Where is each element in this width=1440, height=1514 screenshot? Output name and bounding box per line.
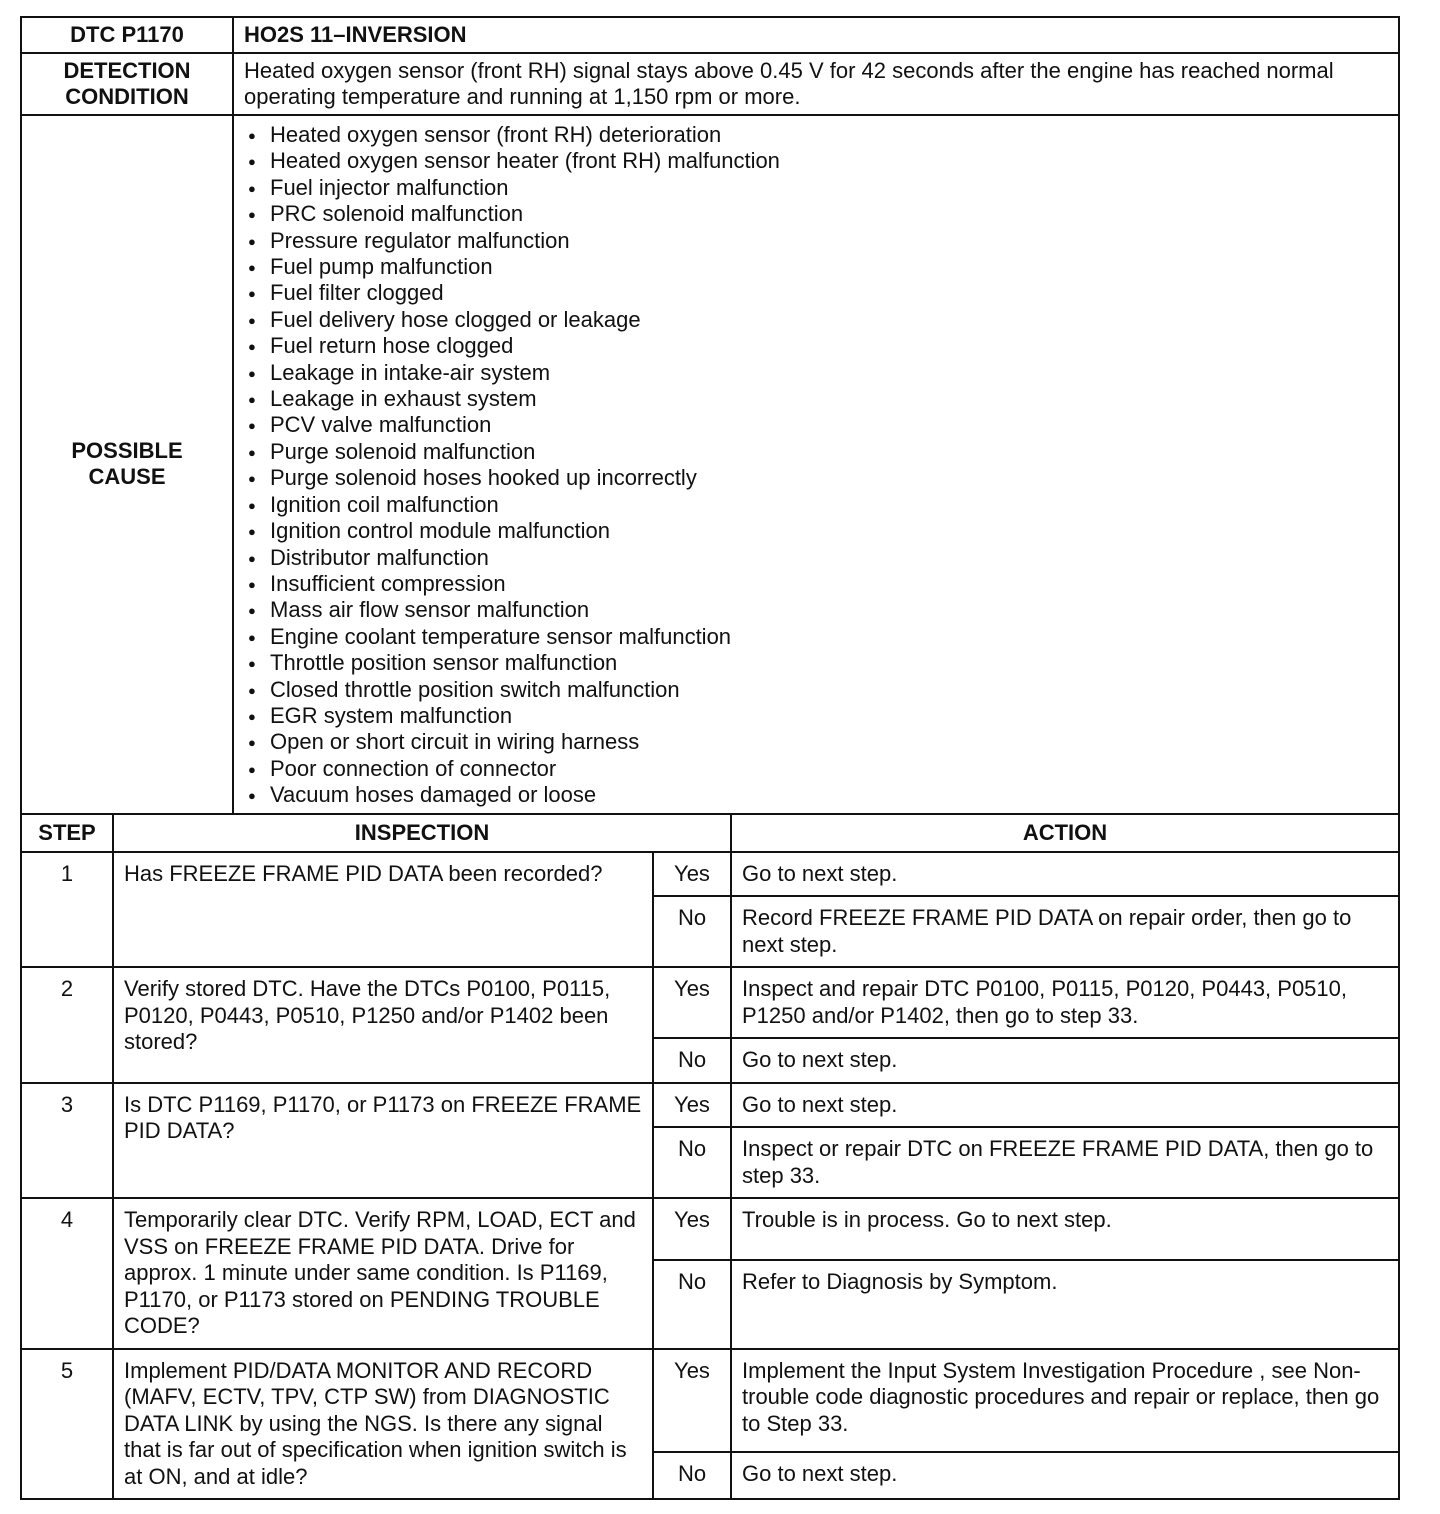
step-number: 1: [21, 852, 113, 968]
inspection-column-header: INSPECTION: [113, 814, 731, 852]
step-number: 3: [21, 1083, 113, 1199]
diagnostic-sheet: [20, 16, 1400, 1500]
dtc-header-table: [20, 16, 1400, 815]
cause-item: ● Fuel pump malfunction: [240, 254, 1394, 280]
step-row-yes: [21, 1083, 1399, 1128]
step-inspection: Is DTC P1169, P1170, or P1173 on FREEZE FRAME PID DATA?: [113, 1083, 653, 1199]
inspection-header-row: [21, 814, 1399, 852]
possible-cause-label-text: POSSIBLE CAUSE: [71, 438, 183, 490]
no-action: Go to next step.: [731, 1038, 1399, 1083]
cause-item: ● Ignition coil malfunction: [240, 492, 1394, 518]
step-inspection: Verify stored DTC. Have the DTCs P0100, P0115, P0120, P0443, P0510, P1250 and/or P1402 been stored?: [113, 967, 653, 1083]
cause-item: ● Fuel injector malfunction: [240, 175, 1394, 201]
yes-action: Go to next step.: [731, 852, 1399, 897]
cause-item: ● EGR system malfunction: [240, 703, 1394, 729]
cause-item: ● Pressure regulator malfunction: [240, 228, 1394, 254]
action-column-header: ACTION: [731, 814, 1399, 852]
no-label: No: [653, 1127, 731, 1198]
no-action: Record FREEZE FRAME PID DATA on repair order, then go to next step.: [731, 896, 1399, 967]
cause-item: ● Leakage in exhaust system: [240, 386, 1394, 412]
step-row-yes: [21, 1349, 1399, 1453]
possible-cause-row: [21, 115, 1399, 814]
possible-cause-label: [21, 115, 233, 814]
no-action: Refer to Diagnosis by Symptom.: [731, 1260, 1399, 1348]
cause-item: ● Engine coolant temperature sensor malfunction: [240, 624, 1394, 650]
cause-item: ● Leakage in intake-air system: [240, 360, 1394, 386]
yes-label: Yes: [653, 1349, 731, 1453]
cause-item: ● Ignition control module malfunction: [240, 518, 1394, 544]
cause-item: ● Heated oxygen sensor (front RH) deterioration: [240, 122, 1394, 148]
cause-item: ● Closed throttle position switch malfunction: [240, 677, 1394, 703]
inspection-steps: [21, 852, 1399, 1500]
yes-action: Inspect and repair DTC P0100, P0115, P0120, P0443, P0510, P1250 and/or P1402, then go to step 33.: [731, 967, 1399, 1038]
step-row-yes: [21, 1198, 1399, 1260]
step-number: 5: [21, 1349, 113, 1500]
step-inspection: Has FREEZE FRAME PID DATA been recorded?: [113, 852, 653, 968]
step-number: 4: [21, 1198, 113, 1349]
step-inspection: Temporarily clear DTC. Verify RPM, LOAD, ECT and VSS on FREEZE FRAME PID DATA. Drive for approx. 1 minute under same condition. Is P1169, P1170, or P1173 stored on PENDING TROUBLE CODE?: [113, 1198, 653, 1349]
cause-item: ● Mass air flow sensor malfunction: [240, 597, 1394, 623]
detection-condition-label: [21, 53, 233, 115]
cause-item: ● Fuel delivery hose clogged or leakage: [240, 307, 1394, 333]
no-label: No: [653, 1038, 731, 1083]
no-label: No: [653, 1452, 731, 1499]
cause-item: ● Heated oxygen sensor heater (front RH) malfunction: [240, 148, 1394, 174]
dtc-row: [21, 17, 1399, 53]
no-action: Go to next step.: [731, 1452, 1399, 1499]
cause-item: ● Poor connection of connector: [240, 756, 1394, 782]
cause-item: ● Fuel filter clogged: [240, 280, 1394, 306]
cause-item: ● Throttle position sensor malfunction: [240, 650, 1394, 676]
no-label: No: [653, 1260, 731, 1348]
detection-row: [21, 53, 1399, 115]
cause-item: ● Purge solenoid malfunction: [240, 439, 1394, 465]
cause-item: ● PRC solenoid malfunction: [240, 201, 1394, 227]
no-label: No: [653, 896, 731, 967]
yes-label: Yes: [653, 1198, 731, 1260]
no-action: Inspect or repair DTC on FREEZE FRAME PID DATA, then go to step 33.: [731, 1127, 1399, 1198]
step-row-yes: [21, 967, 1399, 1038]
yes-label: Yes: [653, 967, 731, 1038]
detection-condition-text: Heated oxygen sensor (front RH) signal stays above 0.45 V for 42 seconds after the engine has reached normal operating temperature and running at 1,150 rpm or more.: [233, 53, 1399, 115]
yes-label: Yes: [653, 1083, 731, 1128]
cause-item: ● Open or short circuit in wiring harness: [240, 729, 1394, 755]
yes-action: Trouble is in process. Go to next step.: [731, 1198, 1399, 1260]
cause-item: ● Insufficient compression: [240, 571, 1394, 597]
step-number: 2: [21, 967, 113, 1083]
possible-cause-list-cell: [233, 115, 1399, 814]
possible-cause-list: [240, 122, 1394, 809]
yes-label: Yes: [653, 852, 731, 897]
step-row-yes: [21, 852, 1399, 897]
inspection-table: [20, 813, 1400, 1501]
detection-condition-label-text: DETECTION CONDITION: [63, 58, 191, 109]
cause-item: ● Purge solenoid hoses hooked up incorrectly: [240, 465, 1394, 491]
yes-action: Implement the Input System Investigation Procedure , see Non-trouble code diagnostic procedures and repair or replace, then go to Step 33.: [731, 1349, 1399, 1453]
dtc-title: HO2S 11–INVERSION: [233, 17, 1399, 53]
step-inspection: Implement PID/DATA MONITOR AND RECORD (MAFV, ECTV, TPV, CTP SW) from DIAGNOSTIC DATA LINK by using the NGS. Is there any signal that is far out of specification when ignition switch is at ON, and at idle?: [113, 1349, 653, 1500]
cause-item: ● Fuel return hose clogged: [240, 333, 1394, 359]
dtc-code-label: DTC P1170: [21, 17, 233, 53]
cause-item: ● Distributor malfunction: [240, 545, 1394, 571]
yes-action: Go to next step.: [731, 1083, 1399, 1128]
step-column-header: STEP: [21, 814, 113, 852]
cause-item: ● PCV valve malfunction: [240, 412, 1394, 438]
cause-item: ● Vacuum hoses damaged or loose: [240, 782, 1394, 808]
